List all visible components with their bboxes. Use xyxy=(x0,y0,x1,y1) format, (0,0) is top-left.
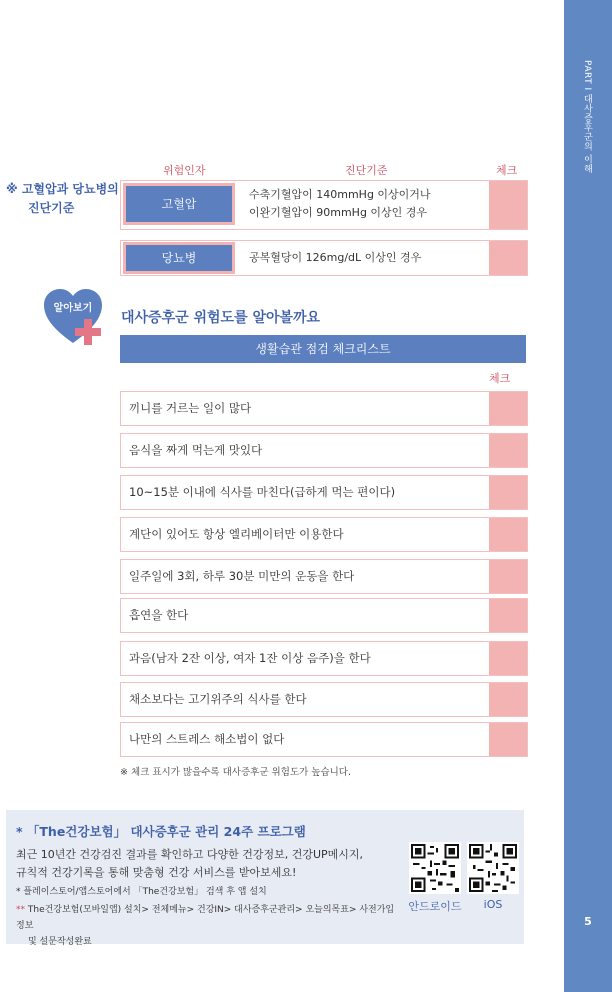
check-box[interactable] xyxy=(489,642,527,675)
promo-box xyxy=(6,810,524,947)
check-box[interactable] xyxy=(489,683,527,716)
ios-label: iOS xyxy=(483,898,503,911)
check-box[interactable] xyxy=(489,434,527,467)
risk-tag: 고혈압 xyxy=(126,186,232,222)
ios-qr-code[interactable] xyxy=(467,842,519,894)
checklist-row xyxy=(120,682,528,717)
checklist-text: 흡연을 한다 xyxy=(129,608,189,622)
section-title: 대사증후군 위험도를 알아볼까요 xyxy=(121,310,321,326)
risk-tag: 당뇨병 xyxy=(126,245,232,271)
checklist-footnote: ※ 체크 표시가 많을수록 대사증후군 위험도가 높습니다. xyxy=(120,767,351,778)
promo-note-line: 및 설문작성완료 xyxy=(28,937,92,947)
col-check-header: 체크 xyxy=(496,164,518,177)
criteria-line: 수축기혈압이 140mmHg 이상이거나 xyxy=(249,188,431,201)
checklist-text: 과음(남자 2잔 이상, 여자 1잔 이상 음주)을 한다 xyxy=(129,651,371,665)
checklist-text: 채소보다는 고기위주의 식사를 한다 xyxy=(129,692,307,706)
promo-note-line: The건강보험(모바일앱) 설치> 전체메뉴> 건강IN> 대사증후군관리> 오늘의목표> 사전가입정보 xyxy=(16,905,395,931)
check-box[interactable] xyxy=(489,241,527,275)
checklist-text: 일주일에 3회, 하루 30분 미만의 운동을 한다 xyxy=(129,569,355,583)
checklist-row xyxy=(120,391,528,426)
checklist-text: 계단이 있어도 항상 엘리베이터만 이용한다 xyxy=(129,527,344,541)
checklist-text: 끼니를 거르는 일이 많다 xyxy=(129,401,252,415)
android-qr-code[interactable] xyxy=(409,842,461,894)
check-box[interactable] xyxy=(489,476,527,509)
promo-note xyxy=(16,902,396,950)
check-box[interactable] xyxy=(489,599,527,632)
checklist-row xyxy=(120,641,528,676)
badge-label: 알아보기 xyxy=(53,303,93,314)
check-header: 체크 xyxy=(489,372,511,385)
col-risk-header: 위험인자 xyxy=(163,164,206,177)
checklist-banner: 생활습관 점검 체크리스트 xyxy=(120,335,526,363)
checklist-text: 음식을 짜게 먹는게 맛있다 xyxy=(129,443,263,457)
criteria-text: 공복혈당이 126mg/dL 이상인 경우 xyxy=(249,251,422,264)
promo-body xyxy=(16,846,363,882)
check-box[interactable] xyxy=(489,181,527,229)
right-sidebar xyxy=(564,0,612,992)
diagnosis-card-hypertension xyxy=(120,180,528,230)
checklist-row xyxy=(120,559,528,594)
promo-body-line: 최근 10년간 건강검진 결과를 확인하고 다양한 건강정보, 건강UP메시지, xyxy=(16,848,364,861)
promo-note: * 플레이스토어/앱스토어에서 「The건강보험」 검색 후 앱 설치 xyxy=(16,887,267,897)
promo-body-line: 규칙적 건강기록을 통해 맞춤형 건강 서비스를 받아보세요! xyxy=(16,866,297,879)
checklist-row xyxy=(120,722,528,757)
diagnosis-note-line1: ※ 고혈압과 당뇨병의 xyxy=(6,182,119,196)
criteria-line: 이완기혈압이 90mmHg 이상인 경우 xyxy=(249,206,428,219)
checklist-row xyxy=(120,517,528,552)
diagnosis-card-diabetes xyxy=(120,240,528,276)
checklist-row xyxy=(120,475,528,510)
part-label: PART I 대사증후군의 이해 xyxy=(582,60,592,174)
page-number: 5 xyxy=(584,915,592,928)
heart-plus-icon xyxy=(40,285,106,351)
note-star: ** xyxy=(16,905,25,915)
criteria-text xyxy=(249,186,431,222)
promo-title: * 「The건강보험」 대사증후군 관리 24주 프로그램 xyxy=(16,824,306,839)
check-box[interactable] xyxy=(489,392,527,425)
checklist-row xyxy=(120,598,528,633)
check-box[interactable] xyxy=(489,518,527,551)
check-box[interactable] xyxy=(489,560,527,593)
android-label: 안드로이드 xyxy=(408,900,462,913)
diagnosis-note xyxy=(6,180,119,218)
checklist-text: 10~15분 이내에 식사를 마친다(급하게 먹는 편이다) xyxy=(129,485,396,499)
checklist-text: 나만의 스트레스 해소법이 없다 xyxy=(129,732,285,746)
checklist-row xyxy=(120,433,528,468)
diagnosis-note-line2: 진단기준 xyxy=(28,201,75,215)
col-criteria-header: 진단기준 xyxy=(345,164,388,177)
check-box[interactable] xyxy=(489,723,527,756)
